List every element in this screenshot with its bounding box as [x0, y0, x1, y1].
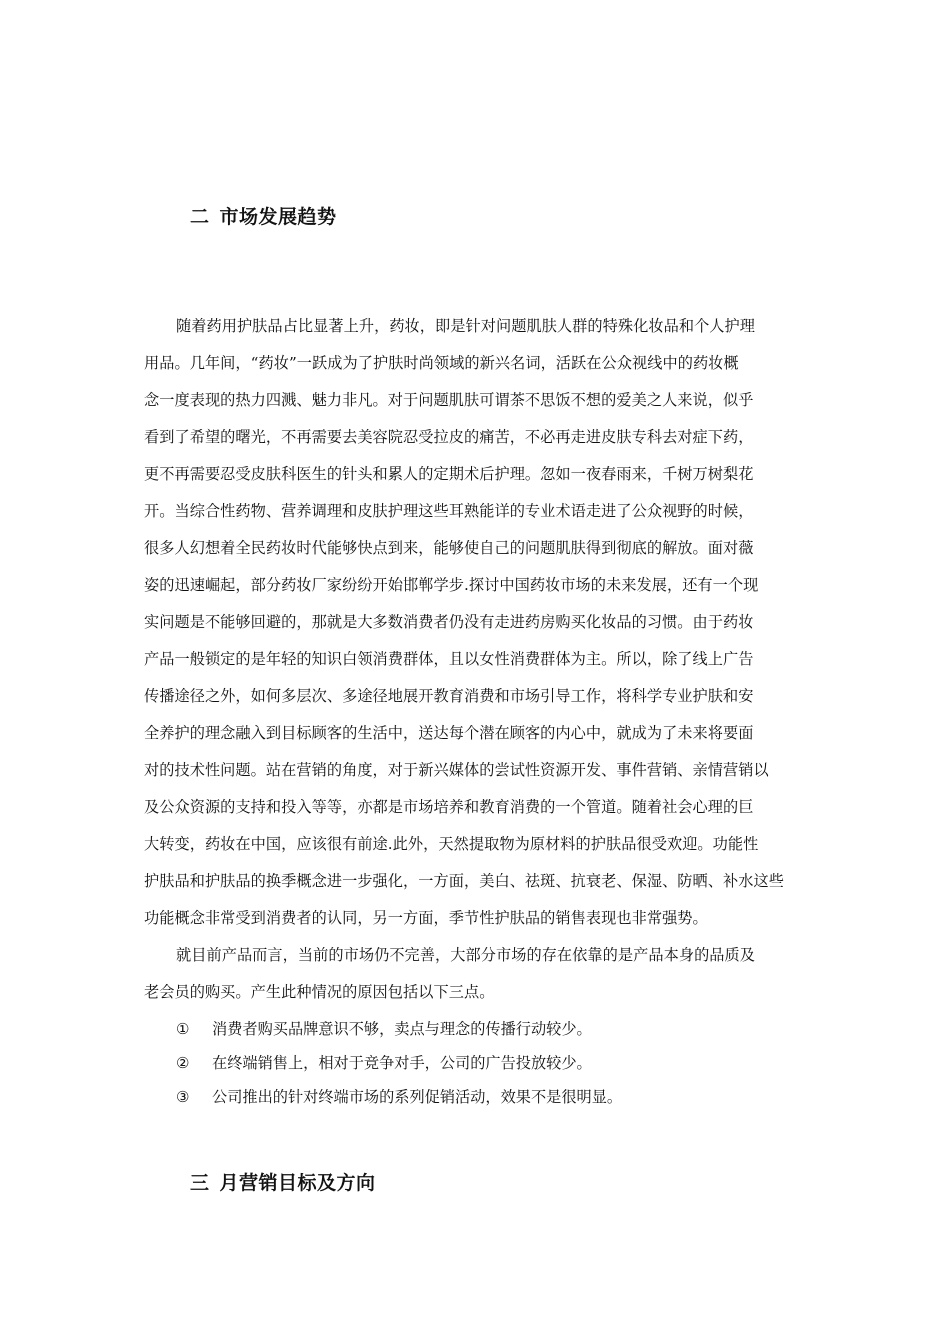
section-heading-monthly-goals — [190, 1168, 376, 1195]
paragraph-line: 用品。几年间，“药妆”一跃成为了护肤时尚领域的新兴名词，活跃在公众视线中的药妆概 — [144, 354, 739, 372]
list-item-text: 在终端销售上，相对于竞争对手，公司的广告投放较少。 — [212, 1054, 592, 1072]
section-number: 三 — [190, 1172, 210, 1194]
paragraph-line: 大转变，药妆在中国，应该很有前途.此外，天然提取物为原材料的护肤品很受欢迎。功能性 — [144, 835, 759, 853]
list-item — [176, 1087, 622, 1107]
paragraph-line: 开。当综合性药物、营养调理和皮肤护理这些耳熟能详的专业术语走进了公众视野的时候， — [144, 502, 754, 520]
paragraph-line: 实问题是不能够回避的，那就是大多数消费者仍没有走进药房购买化妆品的习惯。由于药妆 — [144, 613, 754, 631]
paragraph-line: 姿的迅速崛起，部分药妆厂家纷纷开始邯郸学步.探讨中国药妆市场的未来发展，还有一个现 — [144, 576, 759, 594]
list-marker: ③ — [176, 1088, 190, 1106]
paragraph-line: 更不再需要忍受皮肤科医生的针头和累人的定期术后护理。忽如一夜春雨来，千树万树梨花 — [144, 465, 754, 483]
paragraph-line: 就目前产品而言，当前的市场仍不完善，大部分市场的存在依靠的是产品本身的品质及 — [176, 946, 756, 964]
paragraph-line: 念一度表现的热力四溅、魅力非凡。对于问题肌肤可谓茶不思饭不想的爱美之人来说，似乎 — [144, 391, 754, 409]
list-item — [176, 1053, 592, 1073]
paragraph-line: 很多人幻想着全民药妆时代能够快点到来，能够使自己的问题肌肤得到彻底的解放。面对薇 — [144, 539, 754, 557]
paragraph-line: 及公众资源的支持和投入等等，亦都是市场培养和教育消费的一个管道。随着社会心理的巨 — [144, 798, 754, 816]
list-item-text: 公司推出的针对终端市场的系列促销活动，效果不是很明显。 — [212, 1088, 623, 1106]
section-title: 市场发展趋势 — [219, 206, 337, 228]
paragraph-line: 对的技术性问题。站在营销的角度，对于新兴媒体的尝试性资源开发、事件营销、亲情营销以 — [144, 761, 769, 779]
paragraph-line: 老会员的购买。产生此种情况的原因包括以下三点。 — [144, 983, 495, 1001]
section-number: 二 — [190, 206, 210, 228]
paragraph-line: 随着药用护肤品占比显著上升，药妆，即是针对问题肌肤人群的特殊化妆品和个人护理 — [176, 317, 756, 335]
section-heading-market-trends — [190, 202, 337, 229]
list-item-text: 消费者购买品牌意识不够，卖点与理念的传播行动较少。 — [212, 1020, 592, 1038]
paragraph-line: 护肤品和护肤品的换季概念进一步强化，一方面，美白、祛斑、抗衰老、保湿、防晒、补水这些 — [144, 872, 784, 890]
paragraph-line: 全养护的理念融入到目标顾客的生活中，送达每个潜在顾客的内心中，就成为了未来将要面 — [144, 724, 754, 742]
paragraph-line: 传播途径之外，如何多层次、多途径地展开教育消费和市场引导工作，将科学专业护肤和安 — [144, 687, 754, 705]
list-item — [176, 1019, 592, 1039]
paragraph-line: 产品一般锁定的是年轻的知识白领消费群体，且以女性消费群体为主。所以，除了线上广告 — [144, 650, 754, 668]
section-title: 月营销目标及方向 — [219, 1172, 376, 1194]
paragraph-line: 看到了希望的曙光，不再需要去美容院忍受拉皮的痛苦，不必再走进皮肤专科去对症下药， — [144, 428, 754, 446]
paragraph-line: 功能概念非常受到消费者的认同，另一方面，季节性护肤品的销售表现也非常强势。 — [144, 909, 708, 927]
list-marker: ② — [176, 1054, 190, 1072]
list-marker: ① — [176, 1020, 190, 1038]
